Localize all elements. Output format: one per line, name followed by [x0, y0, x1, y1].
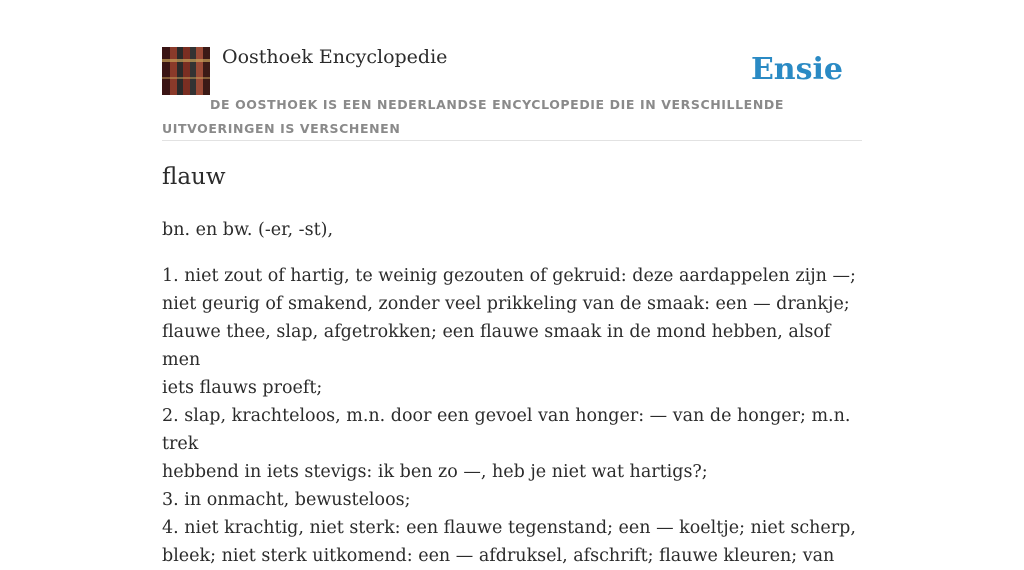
- site-description: DE OOSTHOEK IS EEN NEDERLANDSE ENCYCLOPEDIE DIE IN VERSCHILLENDE UITVOERINGEN IS VERSCHENEN: [162, 97, 784, 136]
- entry-grammar: bn. en bw. (-er, -st),: [162, 220, 334, 240]
- definition-line: 1. niet zout of hartig, te weinig gezouten of gekruid: deze aardappelen zijn —;: [162, 266, 856, 286]
- entry-body: [162, 216, 862, 570]
- definition-line: flauwe thee, slap, afgetrokken; een flauwe smaak in de mond hebben, alsof men: [162, 322, 831, 370]
- site-logo-icon[interactable]: [162, 47, 210, 95]
- entry-title: flauw: [162, 164, 226, 190]
- definition-line: hebbend in iets stevigs: ik ben zo —, heb je niet wat hartigs?;: [162, 462, 708, 482]
- definition-line: niet geurig of smakend, zonder veel prikkeling van de smaak: een — drankje;: [162, 294, 850, 314]
- entry-definition: [162, 262, 862, 570]
- site-header: [162, 0, 862, 141]
- definition-line: bleek; niet sterk uitkomend: een — afdruksel, afschrift; flauwe kleuren; van: [162, 546, 835, 566]
- definition-line: 4. niet krachtig, niet sterk: een flauwe tegenstand; een — koeltje; niet scherp,: [162, 518, 856, 538]
- site-title-link[interactable]: Oosthoek Encyclopedie: [222, 46, 448, 68]
- page-container: [162, 0, 862, 566]
- definition-line: 3. in onmacht, bewusteloos;: [162, 490, 411, 510]
- definition-line: iets flauws proeft;: [162, 378, 323, 398]
- ensie-brand-link[interactable]: Ensie: [750, 52, 843, 87]
- definition-line: 2. slap, krachteloos, m.n. door een gevoel van honger: — van de honger; m.n. trek: [162, 406, 851, 454]
